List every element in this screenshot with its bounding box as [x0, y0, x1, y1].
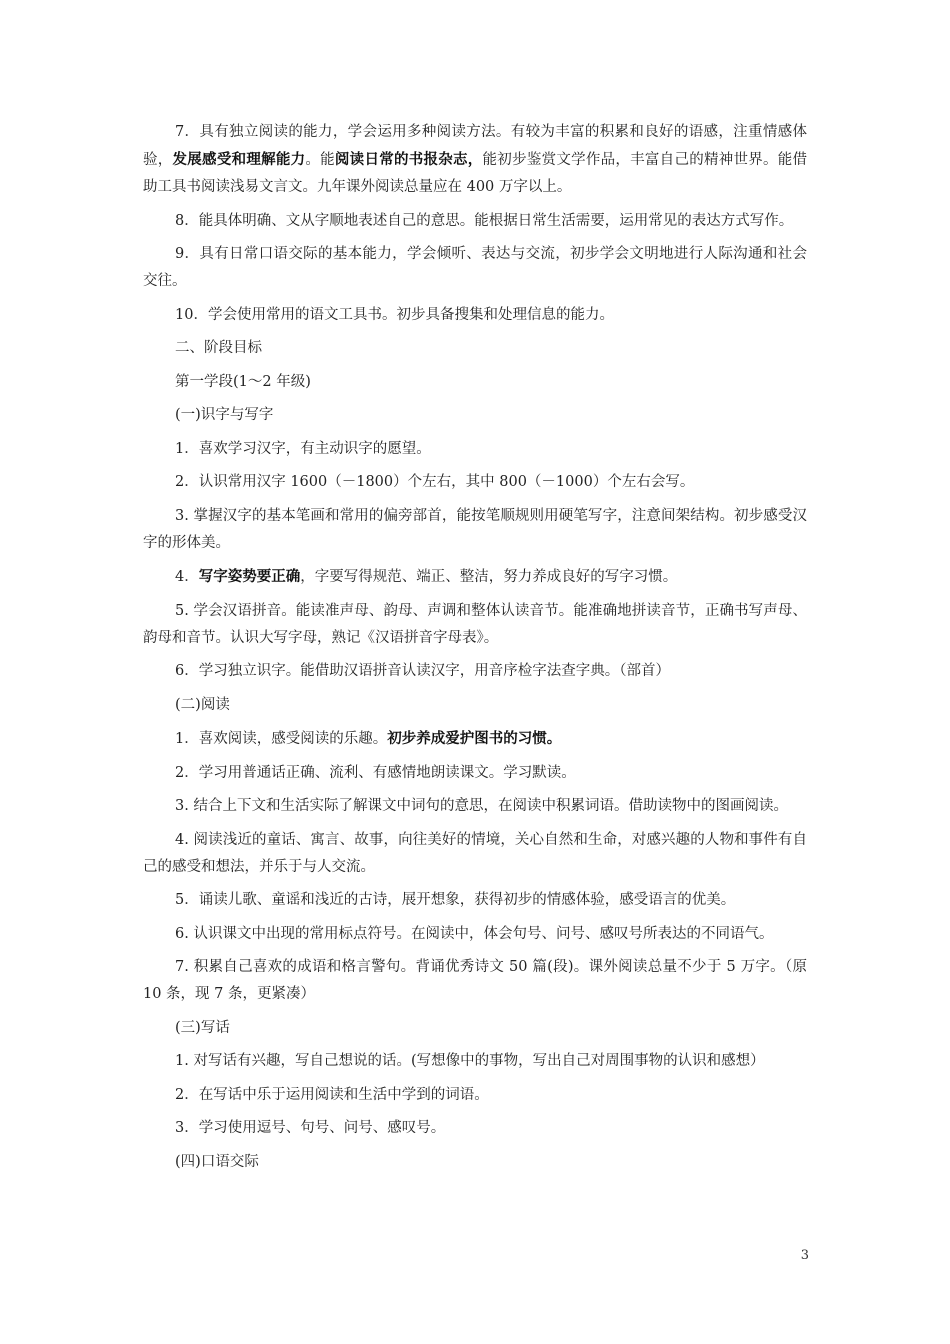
page-number: 3: [800, 1248, 809, 1263]
paragraph: [143, 402, 807, 429]
paragraph: [143, 1115, 807, 1142]
paragraph: [143, 436, 807, 463]
text-run: 3. 掌握汉字的基本笔画和常用的偏旁部首，能按笔顺规则用硬笔写字，注意间架结构。初步感受汉字的形体美。: [143, 507, 807, 551]
paragraph: [143, 760, 807, 787]
text-run: (二)阅读: [175, 696, 230, 713]
text-run: 7．具有独立阅读的能力，学会运用多种阅读方法。有较为丰富的积累和良好的语感，注重情感体验，: [143, 124, 807, 168]
paragraph: [143, 921, 807, 948]
paragraph: [143, 503, 807, 557]
text-run: 3. 结合上下文和生活实际了解课文中词句的意思，在阅读中积累词语。借助读物中的图画阅读。: [175, 798, 788, 814]
paragraph: [143, 469, 807, 496]
bold-text: 阅读日常的书报杂志，: [334, 151, 483, 168]
text-run: 5. 学会汉语拼音。能读准声母、韵母、声调和整体认读音节。能准确地拼读音节，正确书写声母、韵母和音节。认识大写字母，熟记《汉语拼音字母表》。: [143, 602, 807, 646]
text-run: 8．能具体明确、文从字顺地表述自己的意思。能根据日常生活需要，运用常见的表达方式写作。: [175, 212, 794, 229]
text-run: 9．具有日常口语交际的基本能力，学会倾听、表达与交流，初步学会文明地进行人际沟通和社会交往。: [143, 246, 807, 289]
text-run: 1. 对写话有兴趣，写自己想说的话。(写想像中的事物，写出自己对周围事物的认识和感想）: [175, 1053, 765, 1069]
text-run: 2．认识常用汉字 1600（－1800）个左右，其中 800（－1000）个左右会写。: [175, 474, 695, 490]
paragraph: [143, 369, 807, 396]
text-run: 2．学习用普通话正确、流利、有感情地朗读课文。学习默读。: [175, 764, 576, 781]
paragraph: [143, 1048, 807, 1075]
text-run: 。能: [305, 152, 335, 168]
paragraph: [143, 302, 807, 329]
text-run: 6. 认识课文中出现的常用标点符号。在阅读中，体会句号、问号、感叹号所表达的不同语气。: [175, 925, 774, 942]
text-run: 4. 阅读浅近的童话、寓言、故事，向往美好的情境，关心自然和生命，对感兴趣的人物和事件有自己的感受和想法，并乐于与人交流。: [143, 831, 807, 875]
paragraph: [143, 725, 807, 753]
paragraph: [143, 119, 807, 201]
paragraph: [143, 954, 807, 1008]
text-run: 7. 积累自己喜欢的成语和格言警句。背诵优秀诗文 50 篇(段)。课外阅读总量不少于 5 万字。（原 10 条，现 7 条，更紧凑）: [143, 959, 807, 1002]
text-run: (三)写话: [175, 1019, 230, 1036]
paragraph: [143, 335, 807, 362]
text-run: 1．喜欢阅读，感受阅读的乐趣。: [175, 731, 388, 747]
paragraph: [143, 827, 807, 881]
paragraph: [143, 208, 807, 235]
paragraph: [143, 793, 807, 820]
text-run: 10．学会使用常用的语文工具书。初步具备搜集和处理信息的能力。: [175, 306, 614, 323]
text-run: 5．诵读儿歌、童谣和浅近的古诗，展开想象，获得初步的情感体验，感受语言的优美。: [175, 892, 736, 908]
paragraph: [143, 1149, 807, 1176]
paragraph: [143, 658, 807, 685]
paragraph: [143, 1082, 807, 1109]
paragraph: [143, 887, 807, 914]
bold-text: 发展感受和理解能力: [172, 151, 306, 168]
text-run: (四)口语交际: [175, 1153, 259, 1170]
bold-text: 初步养成爱护图书的习惯。: [387, 730, 562, 747]
paragraph: [143, 598, 807, 652]
text-run: ，字要写得规范、端正、整洁，努力养成良好的写字习惯。: [300, 569, 678, 585]
text-run: 6．学习独立识字。能借助汉语拼音认读汉字，用音序检字法查字典。（部首）: [175, 663, 670, 679]
paragraph: [143, 563, 807, 591]
text-run: 3．学习使用逗号、句号、问号、感叹号。: [175, 1120, 446, 1136]
text-run: 1．喜欢学习汉字，有主动识字的愿望。: [175, 440, 431, 457]
text-run: 能初步鉴赏文学作品，丰富自己的精神世界。能借助工具书阅读浅易文言文。九年课外阅读总量应在 400 万字以上。: [143, 152, 808, 195]
bold-text: 写字姿势要正确: [198, 568, 301, 585]
paragraph: [143, 241, 807, 295]
text-run: (一)识字与写字: [175, 407, 274, 423]
text-run: 4．: [175, 569, 199, 585]
document-body: [143, 119, 807, 1182]
text-run: 2．在写话中乐于运用阅读和生活中学到的词语。: [175, 1086, 489, 1103]
paragraph: [143, 692, 807, 719]
text-run: 二、阶段目标: [175, 340, 262, 356]
paragraph: [143, 1015, 807, 1042]
text-run: 第一学段(1～2 年级): [175, 373, 311, 390]
